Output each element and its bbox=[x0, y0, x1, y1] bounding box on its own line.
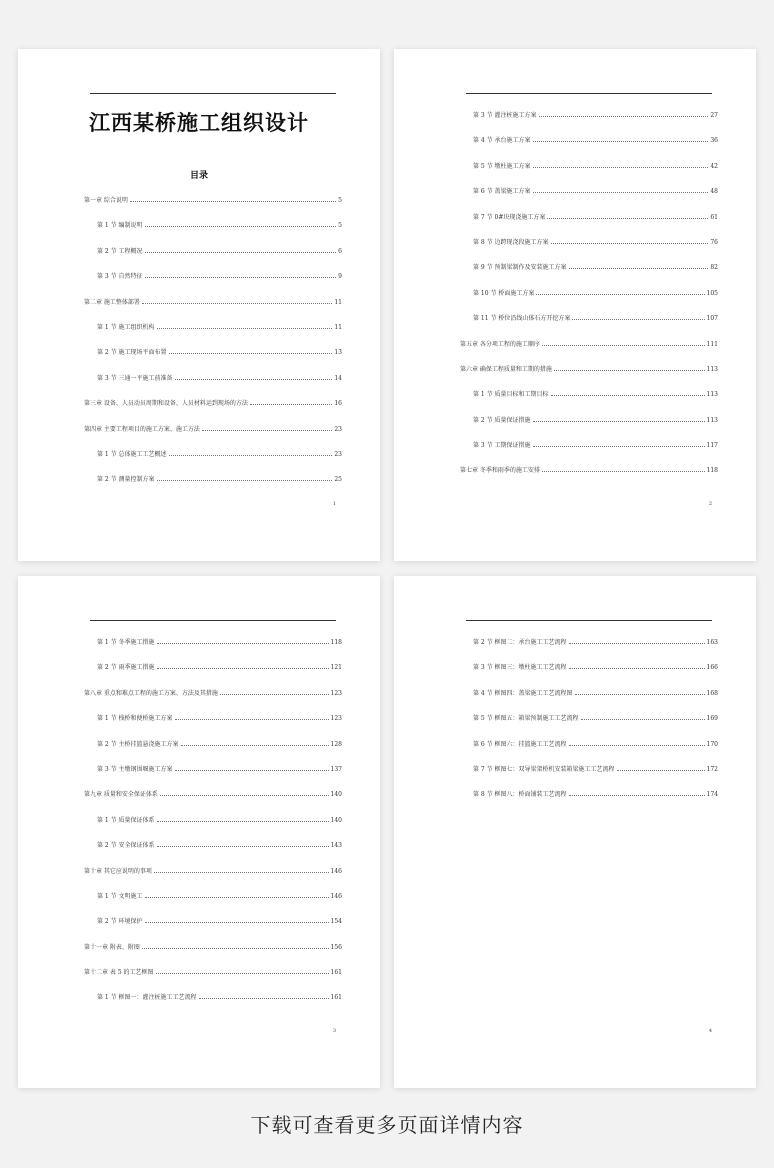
toc-section-entry[interactable] bbox=[84, 713, 342, 738]
toc-dot-leader bbox=[533, 135, 709, 142]
toc-chapter-entry[interactable] bbox=[84, 942, 342, 967]
toc-entry-page-number: 154 bbox=[330, 918, 342, 926]
toc-section-entry[interactable] bbox=[460, 288, 718, 313]
toc-entry-page-number: 16 bbox=[334, 400, 342, 408]
toc-entry-label: 第 9 节 预制梁制作及安装施工方案 bbox=[473, 264, 567, 272]
toc-entry-page-number: 118 bbox=[706, 467, 718, 475]
toc-entry-label: 第 5 节 框图五：箱梁预制施工工艺流程 bbox=[473, 715, 579, 723]
toc-entry-page-number: 48 bbox=[710, 188, 718, 196]
toc-entry-page-number: 5 bbox=[338, 197, 342, 204]
page-number: 3 bbox=[332, 1028, 336, 1034]
toc-dot-leader bbox=[157, 322, 333, 329]
toc-entry-label: 第二章 施工整体部署 bbox=[84, 298, 140, 306]
toc-entry-label: 第 1 节 文明施工 bbox=[97, 892, 143, 900]
toc-section-entry[interactable] bbox=[460, 637, 718, 662]
toc-dot-leader bbox=[145, 916, 329, 923]
toc-section-entry[interactable] bbox=[460, 161, 718, 186]
toc-entry-page-number: 11 bbox=[334, 323, 342, 331]
toc-entry-page-number: 5 bbox=[338, 222, 342, 230]
toc-entry-label: 第三章 设备、人员动员周期和设备、人员材料运到现场的方法 bbox=[84, 400, 248, 408]
toc-dot-leader bbox=[533, 161, 709, 168]
page-number: 4 bbox=[708, 1028, 712, 1034]
toc-entry-label: 第 2 节 质量保证措施 bbox=[473, 416, 531, 424]
toc-dot-leader bbox=[539, 110, 709, 117]
toc-entry-label: 第 1 节 施工组织机构 bbox=[97, 323, 155, 331]
toc-section-entry[interactable] bbox=[460, 110, 718, 135]
toc-dot-leader bbox=[554, 364, 705, 371]
toc-entry-page-number: 174 bbox=[706, 791, 718, 799]
toc-entry-page-number: 113 bbox=[706, 365, 718, 373]
toc-entry-page-number: 113 bbox=[706, 416, 718, 424]
toc-entry-label: 第六章 确保工程质量和工期的措施 bbox=[460, 365, 552, 373]
toc-dot-leader bbox=[575, 688, 705, 695]
toc-entry-label: 第 2 节 施工现场平面布置 bbox=[97, 349, 167, 357]
toc-entry-page-number: 107 bbox=[706, 315, 718, 323]
toc-dot-leader bbox=[156, 967, 329, 974]
toc-list bbox=[84, 195, 342, 500]
toc-dot-leader bbox=[145, 271, 337, 278]
toc-entry-label: 第 4 节 承台施工方案 bbox=[473, 137, 531, 145]
toc-chapter-entry[interactable] bbox=[84, 866, 342, 891]
toc-entry-page-number: 168 bbox=[706, 689, 718, 697]
toc-entry-label: 第 2 节 环境保护 bbox=[97, 918, 143, 926]
toc-dot-leader bbox=[154, 866, 329, 873]
toc-section-entry[interactable] bbox=[460, 739, 718, 764]
toc-dot-leader bbox=[551, 237, 709, 244]
toc-entry-label: 第 1 节 框图一：灌注桩施工工艺流程 bbox=[97, 994, 197, 1002]
toc-section-entry[interactable] bbox=[460, 440, 718, 465]
toc-entry-page-number: 140 bbox=[330, 791, 342, 799]
toc-entry-page-number: 172 bbox=[706, 765, 718, 773]
toc-entry-label: 第 8 节 边跨现浇段施工方案 bbox=[473, 238, 549, 246]
toc-entry-label: 第十章 其它应说明的事项 bbox=[84, 867, 152, 875]
toc-section-entry[interactable] bbox=[84, 840, 342, 865]
toc-dot-leader bbox=[533, 415, 705, 422]
toc-entry-page-number: 6 bbox=[338, 247, 342, 255]
toc-dot-leader bbox=[572, 313, 704, 320]
toc-list bbox=[460, 637, 718, 815]
toc-entry-label: 第 3 节 灌注桩施工方案 bbox=[473, 112, 537, 119]
toc-dot-leader bbox=[542, 465, 705, 472]
toc-dot-leader bbox=[547, 212, 708, 219]
toc-entry-label: 第 4 节 框图四：盖梁施工工艺流程图 bbox=[473, 689, 573, 697]
toc-dot-leader bbox=[533, 440, 705, 447]
toc-entry-page-number: 25 bbox=[334, 476, 342, 484]
toc-section-entry[interactable] bbox=[460, 135, 718, 160]
toc-entry-page-number: 11 bbox=[334, 298, 342, 306]
toc-chapter-entry[interactable] bbox=[460, 339, 718, 364]
toc-section-entry[interactable] bbox=[84, 474, 342, 499]
toc-entry-page-number: 146 bbox=[330, 867, 342, 875]
toc-section-entry[interactable] bbox=[84, 992, 342, 1017]
toc-entry-label: 第 3 节 框图三：墩柱施工工艺流程 bbox=[473, 664, 567, 672]
toc-chapter-entry[interactable] bbox=[460, 465, 718, 490]
toc-entry-label: 第 1 节 编制说明 bbox=[97, 222, 143, 230]
toc-dot-leader bbox=[142, 297, 332, 304]
toc-section-entry[interactable] bbox=[84, 662, 342, 687]
toc-dot-leader bbox=[569, 789, 705, 796]
toc-entry-page-number: 166 bbox=[706, 664, 718, 672]
toc-list bbox=[84, 637, 342, 1018]
toc-entry-label: 第 3 节 工期保证措施 bbox=[473, 442, 531, 450]
header-rule bbox=[466, 620, 712, 621]
toc-section-entry[interactable] bbox=[460, 237, 718, 262]
toc-dot-leader bbox=[160, 789, 329, 796]
toc-entry-page-number: 9 bbox=[338, 273, 342, 281]
toc-section-entry[interactable] bbox=[460, 262, 718, 287]
toc-chapter-entry[interactable] bbox=[84, 424, 342, 449]
toc-entry-label: 第八章 重点和难点工程的施工方案、方法及其措施 bbox=[84, 689, 218, 697]
document-page-1 bbox=[18, 49, 380, 561]
toc-section-entry[interactable] bbox=[460, 186, 718, 211]
toc-dot-leader bbox=[157, 840, 329, 847]
toc-dot-leader bbox=[145, 246, 337, 253]
toc-entry-label: 第十一章 附表、附图 bbox=[84, 943, 140, 951]
toc-section-entry[interactable] bbox=[460, 415, 718, 440]
toc-entry-label: 第 3 节 三通一平施工前准备 bbox=[97, 374, 173, 382]
toc-entry-label: 第 5 节 墩柱施工方案 bbox=[473, 162, 531, 170]
toc-entry-page-number: 123 bbox=[330, 689, 342, 697]
toc-chapter-entry[interactable] bbox=[84, 398, 342, 423]
toc-dot-leader bbox=[533, 186, 709, 193]
toc-chapter-entry[interactable] bbox=[84, 195, 342, 220]
toc-entry-page-number: 76 bbox=[710, 238, 718, 246]
document-title: 江西某桥施工组织设计 bbox=[89, 110, 309, 135]
toc-entry-label: 第 3 节 自然特征 bbox=[97, 273, 143, 281]
toc-dot-leader bbox=[581, 713, 705, 720]
toc-section-entry[interactable] bbox=[460, 389, 718, 414]
toc-dot-leader bbox=[551, 389, 705, 396]
toc-entry-label: 第七章 冬季和雨季的施工安排 bbox=[460, 467, 540, 475]
toc-entry-page-number: 123 bbox=[330, 715, 342, 723]
toc-entry-label: 第 2 节 雨季施工措施 bbox=[97, 664, 155, 672]
toc-entry-label: 第 2 节 框图二：承台施工工艺流程 bbox=[473, 639, 567, 646]
toc-entry-label: 第 7 节 0#块现浇施工方案 bbox=[473, 213, 546, 221]
toc-section-entry[interactable] bbox=[460, 688, 718, 713]
header-rule bbox=[466, 93, 712, 94]
toc-entry-page-number: 105 bbox=[706, 289, 718, 297]
toc-dot-leader bbox=[175, 764, 329, 771]
toc-section-entry[interactable] bbox=[84, 347, 342, 372]
toc-section-entry[interactable] bbox=[84, 246, 342, 271]
toc-entry-label: 第 1 节 栈桥和便桥施工方案 bbox=[97, 715, 173, 723]
toc-entry-page-number: 14 bbox=[334, 374, 342, 382]
toc-dot-leader bbox=[199, 992, 329, 999]
toc-entry-label: 第 6 节 框图六：挂篮施工工艺流程 bbox=[473, 740, 567, 748]
toc-dot-leader bbox=[130, 195, 336, 202]
toc-entry-page-number: 140 bbox=[330, 816, 342, 824]
toc-entry-page-number: 36 bbox=[710, 137, 718, 145]
toc-dot-leader bbox=[569, 739, 705, 746]
toc-dot-leader bbox=[169, 347, 333, 354]
toc-dot-leader bbox=[142, 942, 329, 949]
toc-section-entry[interactable] bbox=[460, 662, 718, 687]
toc-section-entry[interactable] bbox=[84, 739, 342, 764]
header-rule bbox=[90, 93, 336, 94]
toc-section-entry[interactable] bbox=[84, 637, 342, 662]
page-number: 2 bbox=[708, 501, 712, 507]
toc-dot-leader bbox=[569, 262, 709, 269]
toc-entry-page-number: 61 bbox=[710, 213, 718, 221]
toc-entry-label: 第四章 主要工程项目的施工方案、施工方法 bbox=[84, 425, 200, 433]
toc-entry-page-number: 170 bbox=[706, 740, 718, 748]
toc-section-entry[interactable] bbox=[460, 713, 718, 738]
toc-dot-leader bbox=[181, 739, 329, 746]
toc-entry-label: 第 2 节 安全保证体系 bbox=[97, 842, 155, 850]
toc-dot-leader bbox=[569, 637, 705, 644]
toc-entry-label: 第 8 节 框图八：桥面铺装工艺流程 bbox=[473, 791, 567, 799]
toc-chapter-entry[interactable] bbox=[84, 688, 342, 713]
toc-entry-label: 第 1 节 质量目标和工期目标 bbox=[473, 391, 549, 399]
toc-dot-leader bbox=[536, 288, 704, 295]
document-page-4 bbox=[394, 576, 756, 1088]
toc-entry-label: 第 1 节 冬季施工措施 bbox=[97, 639, 155, 646]
document-page-2 bbox=[394, 49, 756, 561]
toc-entry-page-number: 121 bbox=[330, 664, 342, 672]
toc-entry-label: 第 1 节 质量保证体系 bbox=[97, 816, 155, 824]
toc-entry-label: 第 2 节 测量控制方案 bbox=[97, 476, 155, 484]
toc-dot-leader bbox=[617, 764, 705, 771]
document-page-3 bbox=[18, 576, 380, 1088]
toc-entry-label: 第九章 质量和安全保证体系 bbox=[84, 791, 158, 799]
toc-entry-page-number: 156 bbox=[330, 943, 342, 951]
toc-section-entry[interactable] bbox=[84, 220, 342, 245]
toc-dot-leader bbox=[157, 815, 329, 822]
toc-entry-page-number: 111 bbox=[706, 340, 718, 348]
toc-entry-page-number: 128 bbox=[330, 740, 342, 748]
toc-section-entry[interactable] bbox=[84, 815, 342, 840]
toc-entry-label: 第五章 各分项工程的施工顺序 bbox=[460, 340, 540, 348]
toc-entry-label: 第 1 节 总体施工工艺概述 bbox=[97, 450, 167, 458]
toc-entry-page-number: 163 bbox=[706, 639, 718, 646]
toc-section-entry[interactable] bbox=[460, 789, 718, 814]
toc-section-entry[interactable] bbox=[84, 373, 342, 398]
toc-section-entry[interactable] bbox=[460, 764, 718, 789]
toc-section-entry[interactable] bbox=[460, 313, 718, 338]
toc-entry-label: 第 2 节 工程概况 bbox=[97, 247, 143, 255]
toc-entry-label: 第 7 节 框图七：双导梁架桥机安装箱梁施工工艺流程 bbox=[473, 765, 615, 773]
toc-entry-page-number: 146 bbox=[330, 892, 342, 900]
toc-entry-page-number: 82 bbox=[710, 264, 718, 272]
toc-dot-leader bbox=[157, 637, 329, 644]
toc-chapter-entry[interactable] bbox=[84, 967, 342, 992]
toc-section-entry[interactable] bbox=[84, 449, 342, 474]
toc-heading: 目录 bbox=[189, 171, 208, 181]
toc-entry-page-number: 23 bbox=[334, 425, 342, 433]
toc-entry-label: 第一章 综合说明 bbox=[84, 197, 128, 204]
toc-chapter-entry[interactable] bbox=[84, 297, 342, 322]
toc-entry-page-number: 118 bbox=[330, 639, 342, 646]
toc-chapter-entry[interactable] bbox=[460, 364, 718, 389]
toc-dot-leader bbox=[145, 891, 329, 898]
toc-section-entry[interactable] bbox=[84, 764, 342, 789]
toc-section-entry[interactable] bbox=[84, 891, 342, 916]
toc-dot-leader bbox=[220, 688, 329, 695]
toc-section-entry[interactable] bbox=[84, 322, 342, 347]
download-more-caption[interactable]: 下载可查看更多页面详情内容 bbox=[250, 1113, 524, 1137]
toc-entry-page-number: 161 bbox=[330, 969, 342, 977]
toc-dot-leader bbox=[542, 339, 705, 346]
toc-section-entry[interactable] bbox=[84, 271, 342, 296]
toc-entry-page-number: 137 bbox=[330, 765, 342, 773]
toc-entry-page-number: 23 bbox=[334, 450, 342, 458]
toc-entry-label: 第 10 节 桥面施工方案 bbox=[473, 289, 535, 297]
toc-dot-leader bbox=[175, 713, 329, 720]
toc-entry-page-number: 117 bbox=[706, 442, 718, 450]
toc-entry-page-number: 113 bbox=[706, 391, 718, 399]
toc-dot-leader bbox=[250, 398, 332, 405]
toc-chapter-entry[interactable] bbox=[84, 789, 342, 814]
toc-dot-leader bbox=[145, 220, 337, 227]
toc-entry-label: 第 2 节 主桥挂篮悬浇施工方案 bbox=[97, 740, 179, 748]
toc-entry-page-number: 169 bbox=[706, 715, 718, 723]
toc-entry-page-number: 161 bbox=[330, 994, 342, 1002]
toc-entry-label: 第十二章 表 5 的工艺框图 bbox=[84, 969, 154, 977]
toc-section-entry[interactable] bbox=[460, 212, 718, 237]
toc-dot-leader bbox=[157, 474, 333, 481]
toc-entry-page-number: 27 bbox=[710, 112, 718, 119]
toc-dot-leader bbox=[202, 424, 332, 431]
toc-entry-page-number: 143 bbox=[330, 842, 342, 850]
page-number: 1 bbox=[332, 501, 336, 507]
toc-dot-leader bbox=[157, 662, 329, 669]
toc-list bbox=[460, 110, 718, 491]
toc-dot-leader bbox=[175, 373, 333, 380]
header-rule bbox=[90, 620, 336, 621]
toc-section-entry[interactable] bbox=[84, 916, 342, 941]
toc-entry-page-number: 42 bbox=[710, 162, 718, 170]
toc-entry-label: 第 3 节 主墩钢围堰施工方案 bbox=[97, 765, 173, 773]
toc-entry-label: 第 6 节 盖梁施工方案 bbox=[473, 188, 531, 196]
toc-dot-leader bbox=[169, 449, 333, 456]
toc-entry-page-number: 13 bbox=[334, 349, 342, 357]
toc-dot-leader bbox=[569, 662, 705, 669]
toc-entry-label: 第 11 节 桥位沿线山体石方开挖方案 bbox=[473, 315, 571, 323]
